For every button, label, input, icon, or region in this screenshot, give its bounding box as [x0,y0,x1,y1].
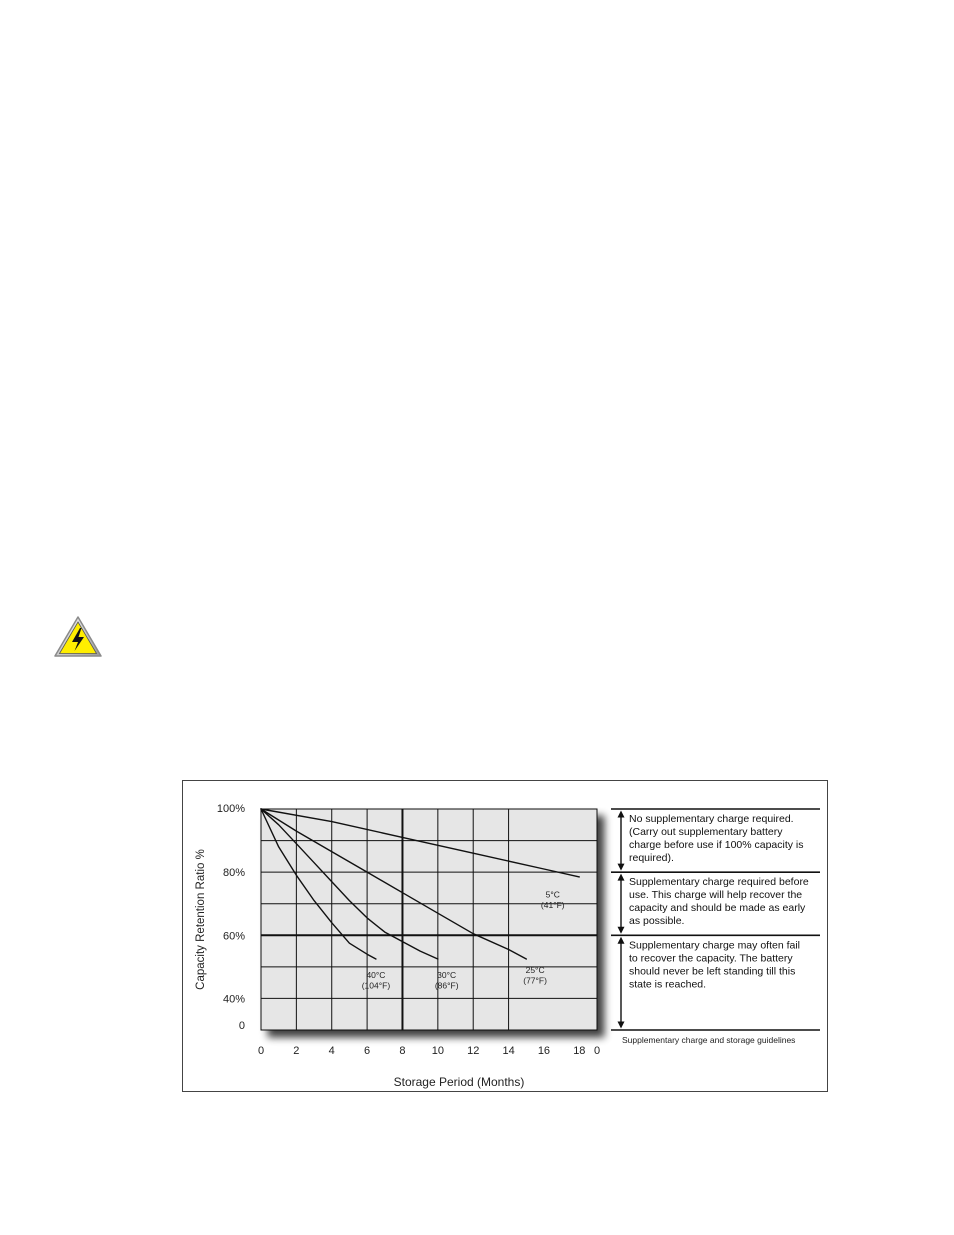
series-label: (86°F) [434,980,459,991]
x-tick-label: 4 [328,1045,335,1057]
x-tick-label: 12 [467,1045,480,1057]
warning-triangle-icon [53,615,103,659]
x-tick-label: 0 [593,1045,601,1057]
x-axis-label: Storage Period (Months) [393,1075,525,1089]
x-tick-label: 6 [364,1045,371,1057]
arrow-up-icon [618,811,625,818]
zone-description-line: to recover the capacity. The battery [629,952,793,965]
series-label: (77°F) [523,975,547,986]
guideline-zones [611,809,820,1030]
y-tick-label: 100% [216,803,245,815]
series-label: (104°F) [361,980,391,991]
arrow-up-icon [618,874,625,881]
chart-frame [182,780,828,1092]
series-label: 30°C [437,969,457,980]
y-tick-label: 40% [222,993,245,1006]
zone-description-line: state is reached. [629,978,707,991]
x-tick-label: 16 [537,1045,551,1057]
zone-description-line: Supplementary charge may often fail [629,939,801,952]
y-tick-label: 60% [222,930,245,943]
series-label: (41°F) [540,899,565,910]
zone-description-line: should never be left standing till this [629,965,796,978]
x-tick-label: 14 [502,1045,515,1057]
x-tick-label: 8 [399,1045,406,1057]
zone-description-line: as possible. [629,915,685,928]
x-tick-label: 2 [293,1045,300,1057]
arrow-down-icon [618,1022,625,1029]
zone-description-line: capacity and should be made as early [629,902,806,915]
plot-area [261,809,597,1030]
arrow-down-icon [618,864,625,871]
y-axis-tick-labels [217,803,245,1032]
zone-description-line: Supplementary charge required before [629,876,809,889]
x-tick-label: 10 [431,1045,444,1057]
x-tick-label: 0 [257,1045,265,1057]
arrow-up-icon [618,937,625,944]
x-tick-label: 18 [573,1045,586,1057]
capacity-retention-chart [183,781,827,1091]
y-axis-label: Capacity Retention Ratio % [195,849,207,990]
plot-background [261,809,597,1030]
zone-description-line: use. This charge will help recover the [629,889,803,902]
series-label: 25°C [525,965,545,976]
y-tick-label: 80% [222,867,245,880]
zone-description-line: required). [629,852,674,864]
zone-description-line: charge before use if 100% capacity is [629,839,804,851]
y-tick-label: 0 [238,1020,245,1032]
x-axis-tick-labels [258,1045,600,1057]
zone-description-line: (Carry out supplementary battery [629,826,783,838]
series-label: 40°C [366,969,386,980]
high-voltage-warning-icon [53,615,103,659]
arrow-down-icon [618,927,625,934]
chart-caption: Supplementary charge and storage guidelines [622,1035,796,1045]
zone-description-line: No supplementary charge required. [629,813,794,825]
series-label: 5°C [545,889,560,900]
